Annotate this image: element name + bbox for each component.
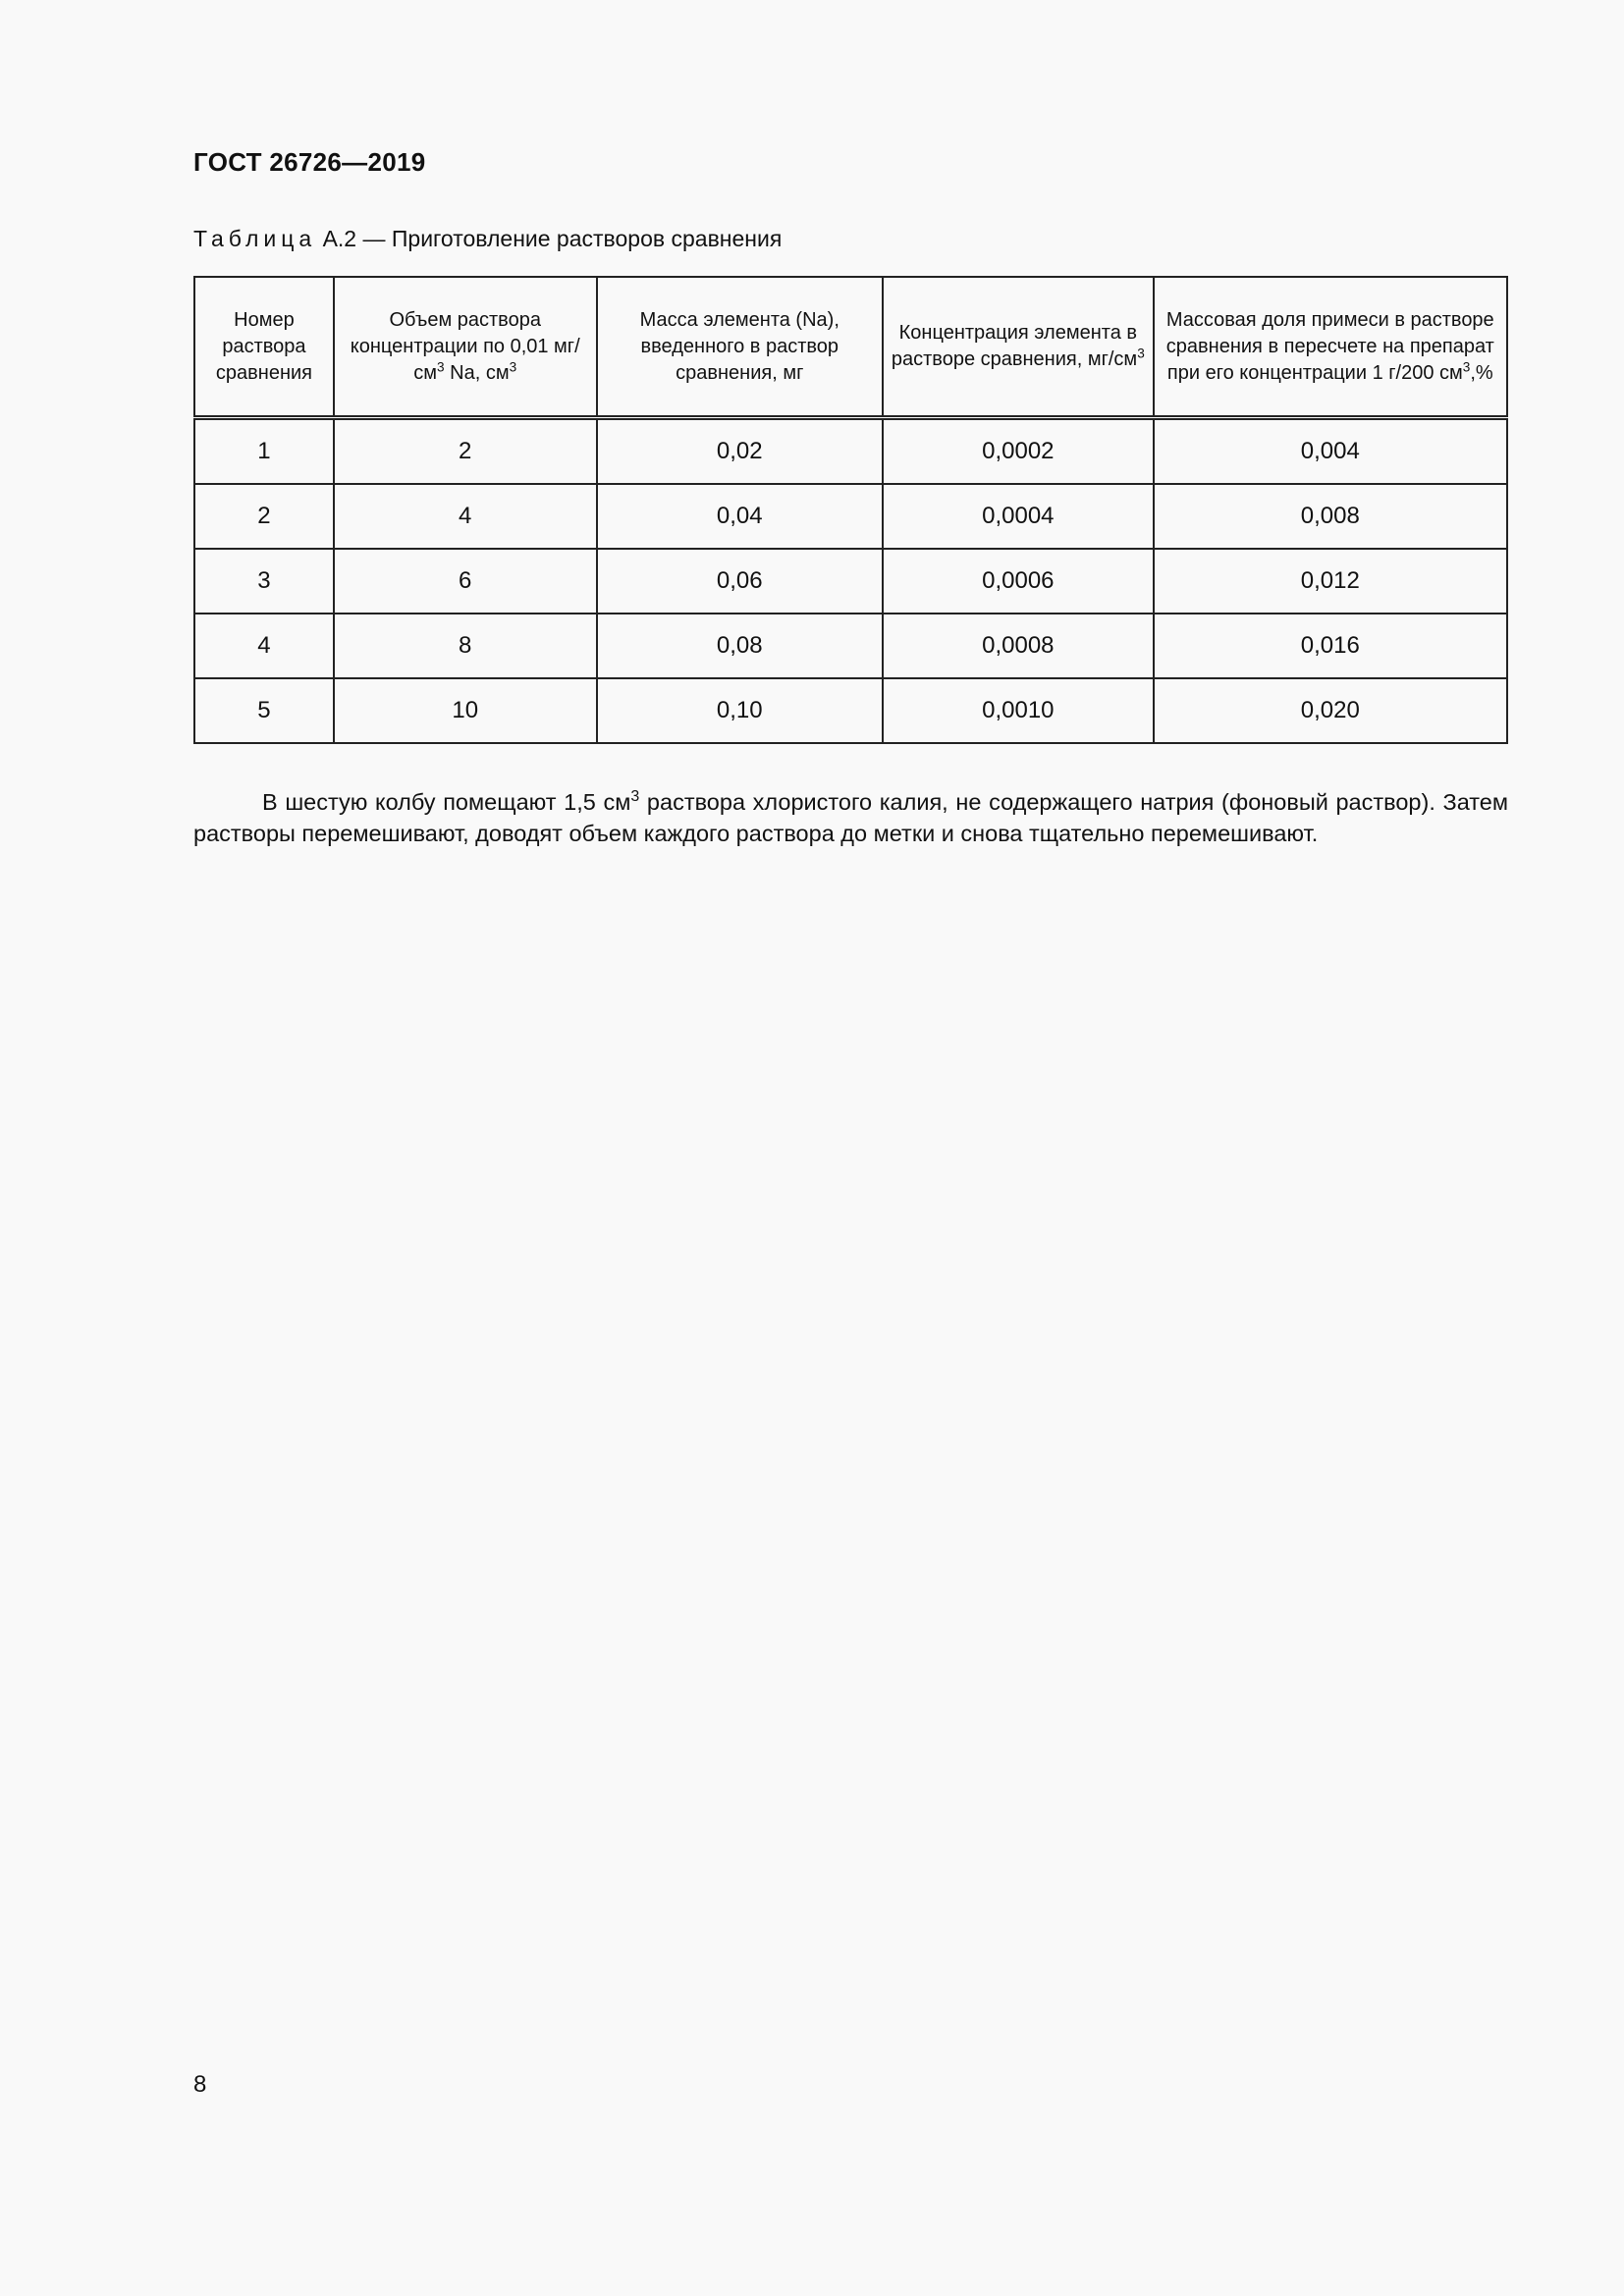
- table-cell: 0,016: [1154, 614, 1507, 678]
- table-cell: 0,04: [597, 484, 883, 549]
- page-number: 8: [193, 2071, 207, 2098]
- header-impurity-mass-fraction: Массовая доля примеси в растворе сравнения в пересчете на препарат при его концентрации 1 г/200 $см^3,\%$: [1154, 277, 1507, 418]
- table-cell: 5: [194, 678, 334, 743]
- table-cell: 0,0008: [883, 614, 1154, 678]
- table-row: [194, 484, 1507, 549]
- table-cell: 4: [194, 614, 334, 678]
- table-cell: 0,004: [1154, 418, 1507, 485]
- table-header-row: [194, 277, 1507, 418]
- table-cell: 0,0010: [883, 678, 1154, 743]
- table-cell: 0,02: [597, 418, 883, 485]
- header-solution-volume: Объем раствора концентрации по 0,01 $мг/см^3$ Na, $см^3$: [334, 277, 597, 418]
- table-cell: 0,0002: [883, 418, 1154, 485]
- table-cell: 0,06: [597, 549, 883, 614]
- table-caption-text: А.2 — Приготовление растворов сравнения: [316, 226, 783, 251]
- table-cell: 10: [334, 678, 597, 743]
- table-cell: 0,10: [597, 678, 883, 743]
- table-cell: 4: [334, 484, 597, 549]
- table-caption-word: Таблица: [193, 226, 317, 251]
- table-cell: 6: [334, 549, 597, 614]
- table-row: [194, 549, 1507, 614]
- table-cell: 0,0004: [883, 484, 1154, 549]
- table-cell: 0,012: [1154, 549, 1507, 614]
- document-code: ГОСТ 26726—2019: [193, 147, 426, 177]
- table-cell: 2: [194, 484, 334, 549]
- table-cell: 0,008: [1154, 484, 1507, 549]
- table-caption: [193, 226, 782, 252]
- header-element-concentration: Концентрация элемента в растворе сравнения, $мг/см^3$: [883, 277, 1154, 418]
- reference-solutions-table: [193, 276, 1508, 744]
- table-row: [194, 678, 1507, 743]
- table-cell: 0,0006: [883, 549, 1154, 614]
- table-cell: 0,020: [1154, 678, 1507, 743]
- header-element-mass: Масса элемента (Na), введенного в раствор сравнения, мг: [597, 277, 883, 418]
- table-row: [194, 418, 1507, 485]
- table-cell: 3: [194, 549, 334, 614]
- table-cell: 0,08: [597, 614, 883, 678]
- body-paragraph: В шестую колбу помещают 1,5 $см^3$ раствора хлористого калия, не содержащего натрия (фоновый раствор). Затем растворы перемешивают, доводят объем каждого раствора до метки и снова тщательно перемешивают.: [193, 787, 1508, 846]
- header-solution-number: Номер раствора сравнения: [194, 277, 334, 418]
- table-cell: 2: [334, 418, 597, 485]
- table-row: [194, 614, 1507, 678]
- table-cell: 1: [194, 418, 334, 485]
- table-cell: 8: [334, 614, 597, 678]
